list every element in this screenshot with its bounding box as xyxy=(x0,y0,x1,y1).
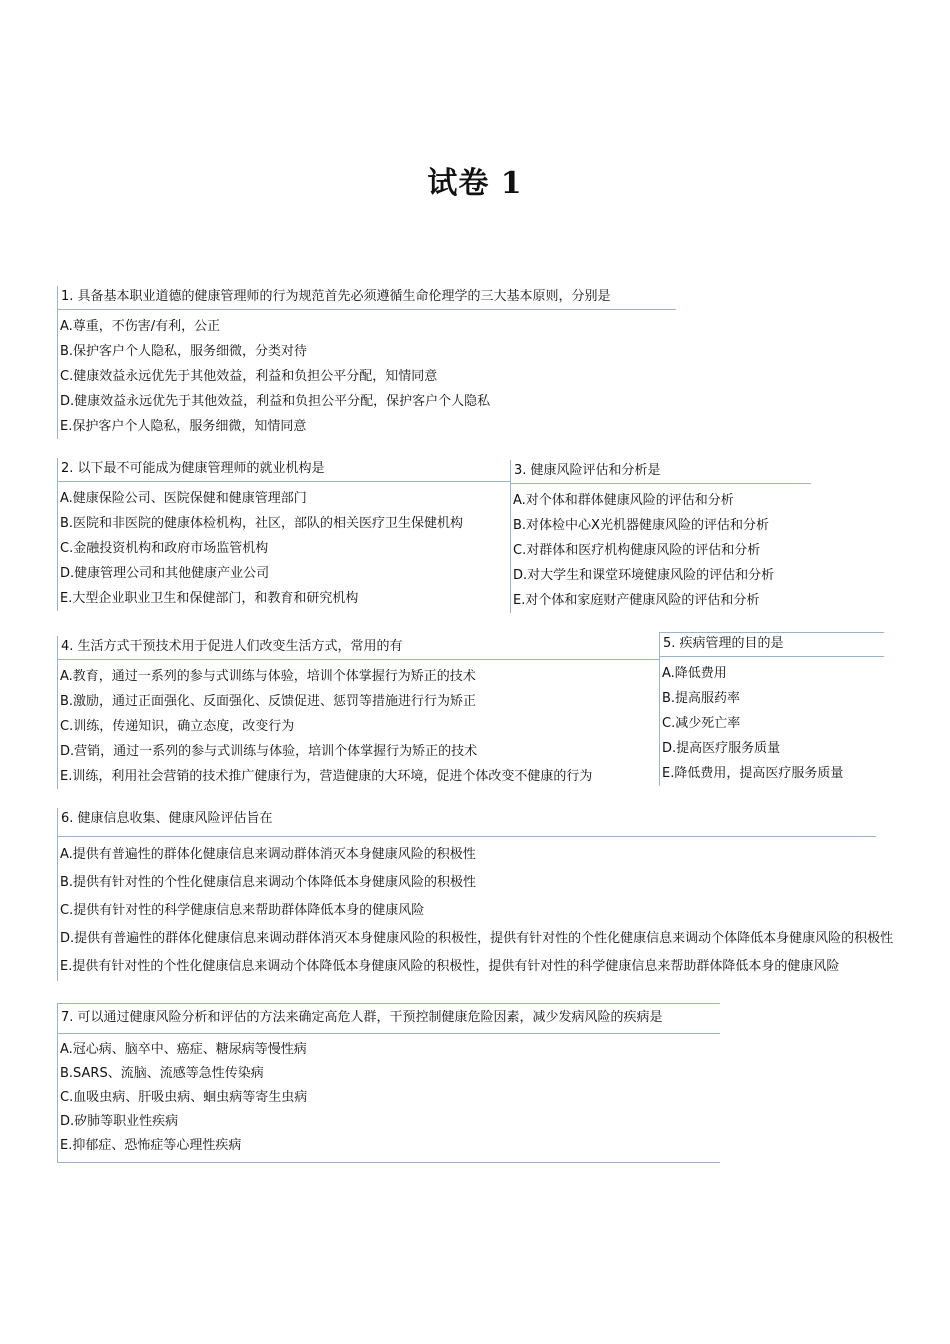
option-c[interactable]: C.减少死亡率 xyxy=(662,716,741,731)
question-stem: 5. 疾病管理的目的是 xyxy=(660,633,884,657)
question-stem: 1. 具备基本职业道德的健康管理师的行为规范首先必须遵循生命伦理学的三大基本原则，分别是 xyxy=(58,286,676,310)
option-d[interactable]: D.矽肺等职业性疾病 xyxy=(60,1114,179,1129)
question-stem: 6. 健康信息收集、健康风险评估旨在 xyxy=(58,808,876,837)
option-e[interactable]: E.降低费用，提高医疗服务质量 xyxy=(662,766,844,781)
option-e[interactable]: E.抑郁症、恐怖症等心理性疾病 xyxy=(60,1138,242,1153)
option-b[interactable]: B.提高服药率 xyxy=(662,691,741,706)
question-4 xyxy=(57,636,660,789)
question-stem: 4. 生活方式干预技术用于促进人们改变生活方式，常用的有 xyxy=(58,636,660,660)
question-2 xyxy=(57,458,510,611)
option-b[interactable]: B.提供有针对性的个性化健康信息来调动个体降低本身健康风险的积极性 xyxy=(60,875,477,890)
option-e[interactable]: E.保护客户个人隐私，服务细微，知情同意 xyxy=(60,419,307,434)
question-1 xyxy=(57,286,676,439)
option-b[interactable]: B.SARS、流脑、流感等急性传染病 xyxy=(60,1066,264,1081)
option-d[interactable]: D.健康管理公司和其他健康产业公司 xyxy=(60,566,270,581)
option-b[interactable]: B.对体检中心X光机器健康风险的评估和分析 xyxy=(513,518,769,533)
question-7 xyxy=(57,1003,720,1163)
option-a[interactable]: A.降低费用 xyxy=(662,666,727,681)
question-5 xyxy=(659,632,884,786)
option-e[interactable]: E.训练，利用社会营销的技术推广健康行为，营造健康的大环境，促进个体改变不健康的行为 xyxy=(60,769,593,784)
option-b[interactable]: B.保护客户个人隐私，服务细微，分类对待 xyxy=(60,344,308,359)
option-c[interactable]: C.对群体和医疗机构健康风险的评估和分析 xyxy=(513,543,761,558)
option-e[interactable]: E.提供有针对性的个性化健康信息来调动个体降低本身健康风险的积极性，提供有针对性的科学健康信息来帮助群体降低本身的健康风险 xyxy=(60,959,840,974)
option-c[interactable]: C.金融投资机构和政府市场监管机构 xyxy=(60,541,269,556)
option-d[interactable]: D.营销，通过一系列的参与式训练与体验，培训个体掌握行为矫正的技术 xyxy=(60,744,478,759)
option-a[interactable]: A.提供有普遍性的群体化健康信息来调动群体消灭本身健康风险的积极性 xyxy=(60,847,476,862)
option-a[interactable]: A.冠心病、脑卒中、癌症、糖尿病等慢性病 xyxy=(60,1042,307,1057)
option-c[interactable]: C.提供有针对性的科学健康信息来帮助群体降低本身的健康风险 xyxy=(60,903,425,918)
option-b[interactable]: B.激励，通过正面强化、反面强化、反馈促进、惩罚等措施进行行为矫正 xyxy=(60,694,477,709)
option-d[interactable]: D.对大学生和课堂环境健康风险的评估和分析 xyxy=(513,568,775,583)
question-6 xyxy=(57,808,894,981)
option-c[interactable]: C.血吸虫病、肝吸虫病、蛔虫病等寄生虫病 xyxy=(60,1090,308,1105)
option-e[interactable]: E.对个体和家庭财产健康风险的评估和分析 xyxy=(513,593,760,608)
option-b[interactable]: B.医院和非医院的健康体检机构，社区，部队的相关医疗卫生保健机构 xyxy=(60,516,464,531)
option-a[interactable]: A.教育，通过一系列的参与式训练与体验，培训个体掌握行为矫正的技术 xyxy=(60,669,476,684)
option-a[interactable]: A.尊重，不伤害/有利，公正 xyxy=(60,319,221,334)
question-stem: 2. 以下最不可能成为健康管理师的就业机构是 xyxy=(58,458,510,482)
option-c[interactable]: C.健康效益永远优先于其他效益，利益和负担公平分配，知情同意 xyxy=(60,369,438,384)
option-d[interactable]: D.提高医疗服务质量 xyxy=(662,741,781,756)
option-d[interactable]: D.健康效益永远优先于其他效益，利益和负担公平分配，保护客户个人隐私 xyxy=(60,394,491,409)
question-stem: 7. 可以通过健康风险分析和评估的方法来确定高危人群，干预控制健康危险因素，减少发病风险的疾病是 xyxy=(58,1004,720,1034)
option-d[interactable]: D.提供有普遍性的群体化健康信息来调动群体消灭本身健康风险的积极性，提供有针对性的个性化健康信息来调动个体降低本身健康风险的积极性 xyxy=(60,931,894,946)
option-a[interactable]: A.健康保险公司、医院保健和健康管理部门 xyxy=(60,491,307,506)
page-title: 试卷 1 xyxy=(427,166,523,201)
question-stem: 3. 健康风险评估和分析是 xyxy=(511,460,811,484)
option-c[interactable]: C.训练，传递知识，确立态度，改变行为 xyxy=(60,719,295,734)
question-3 xyxy=(510,460,811,613)
option-a[interactable]: A.对个体和群体健康风险的评估和分析 xyxy=(513,493,734,508)
option-e[interactable]: E.大型企业职业卫生和保健部门，和教育和研究机构 xyxy=(60,591,359,606)
